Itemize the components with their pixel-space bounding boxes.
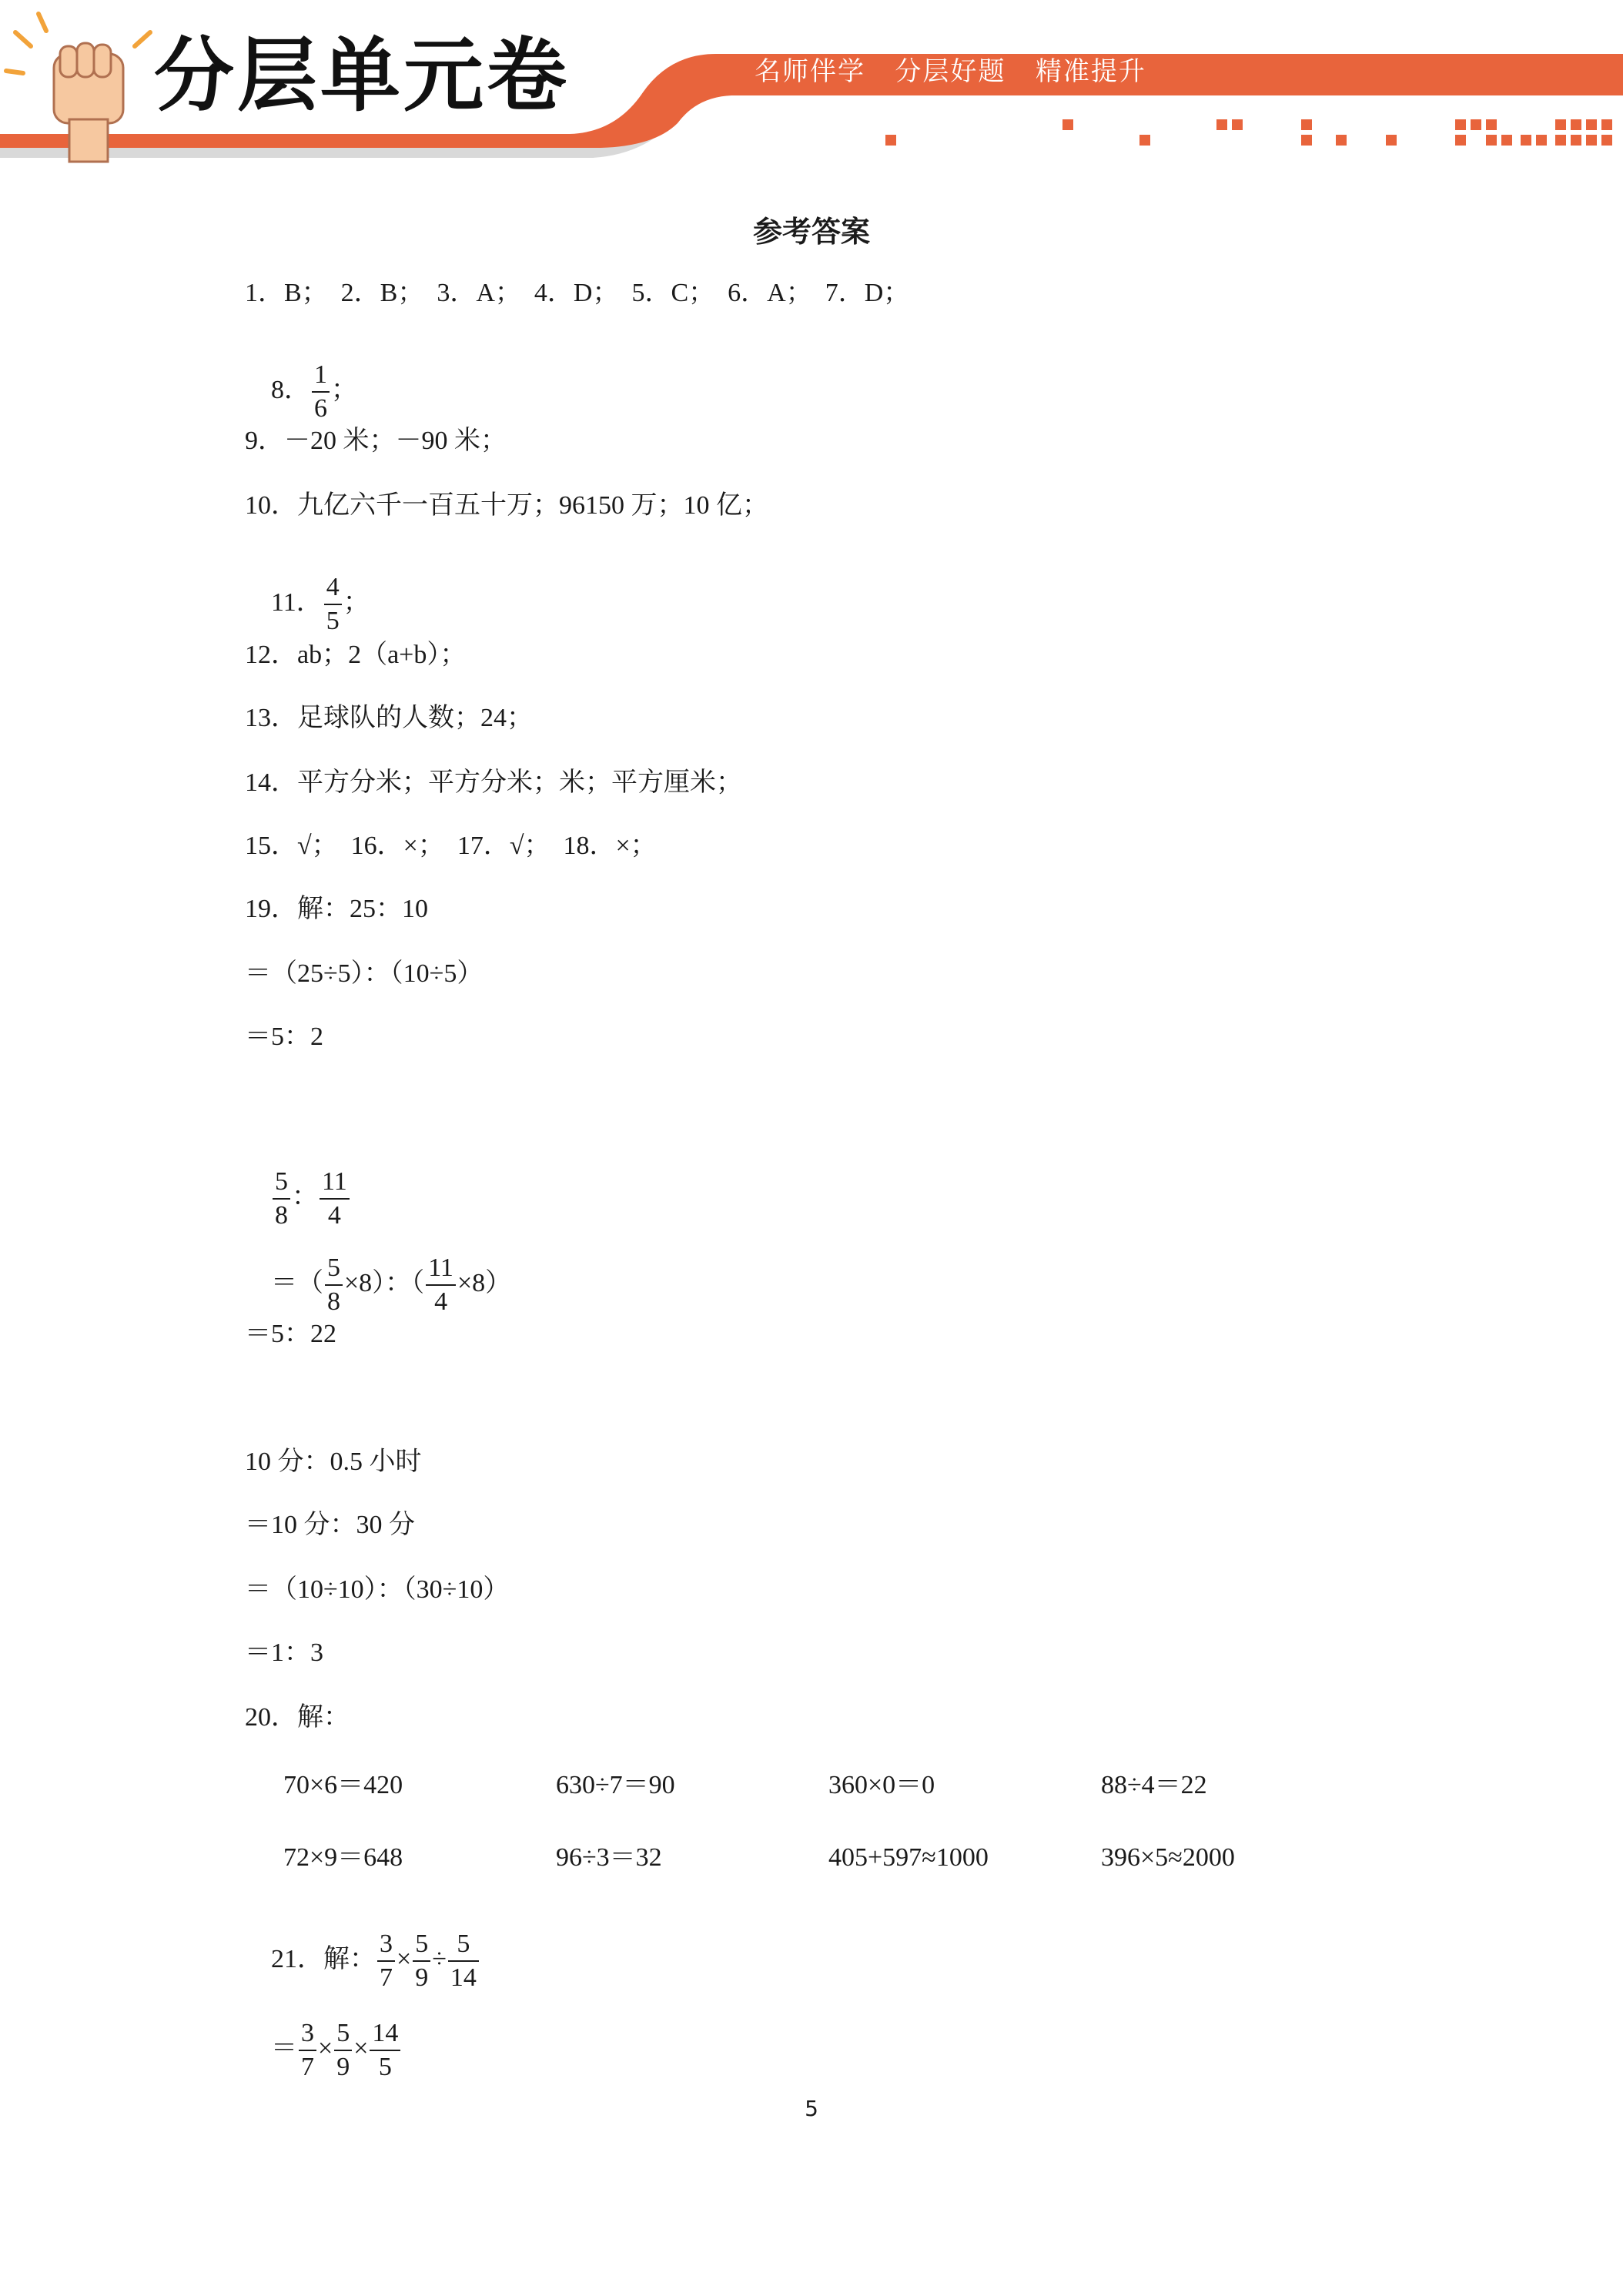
ratio-2-step2: ＝5：22 bbox=[245, 1320, 336, 1348]
answer-line-9: 9．－20 米；－90 米； bbox=[245, 427, 507, 455]
denominator: 4 bbox=[434, 1287, 448, 1316]
page-header bbox=[0, 0, 1623, 177]
step-text: ×8） bbox=[457, 1268, 512, 1297]
numerator: 1 bbox=[312, 362, 330, 393]
answer-line-14: 14．平方分米；平方分米；米；平方厘米； bbox=[245, 768, 742, 797]
answer-line-15: 15．√； 16．×； 17．√； 18．×； bbox=[245, 832, 657, 860]
ratio-colon: ： bbox=[292, 1182, 318, 1211]
decorative-squares bbox=[885, 119, 1612, 146]
numerator: 14 bbox=[370, 2020, 400, 2051]
numerator: 3 bbox=[299, 2020, 316, 2051]
fraction bbox=[273, 1169, 290, 1229]
denominator: 6 bbox=[314, 394, 327, 423]
fraction bbox=[448, 1931, 479, 1991]
calc-item: 72×9＝648 bbox=[283, 1843, 403, 1872]
fraction bbox=[325, 1255, 343, 1315]
fraction bbox=[334, 2020, 352, 2080]
step-text: 21．解： bbox=[271, 1944, 376, 1973]
calc-item: 70×6＝420 bbox=[283, 1771, 403, 1799]
denominator: 14 bbox=[450, 1963, 477, 1992]
ratio-3-step2: ＝（10÷10）：（30÷10） bbox=[245, 1575, 510, 1604]
step-text: ×8）：（ bbox=[344, 1268, 425, 1297]
ratio-3-line: 10 分：0.5 小时 bbox=[245, 1448, 422, 1476]
header-tagline: 名师伴学 分层好题 精准提升 bbox=[755, 56, 1146, 87]
answer-8-prefix: 8． bbox=[271, 375, 310, 404]
brand-title: 分层单元卷 bbox=[154, 28, 571, 122]
denominator: 8 bbox=[327, 1287, 340, 1316]
numerator: 5 bbox=[448, 1931, 479, 1962]
fraction bbox=[370, 2020, 400, 2080]
numerator: 4 bbox=[324, 574, 342, 605]
denominator: 8 bbox=[275, 1201, 288, 1230]
numerator: 3 bbox=[377, 1931, 395, 1962]
answer-line-21-step1 bbox=[245, 1994, 402, 2107]
fraction bbox=[299, 2020, 316, 2080]
numerator: 11 bbox=[320, 1169, 350, 1200]
calc-item: 405+597≈1000 bbox=[828, 1843, 989, 1872]
answer-line-10: 10．九亿六千一百五十万；96150 万；10 亿； bbox=[245, 491, 768, 520]
answer-line-19-step1: ＝（25÷5）：（10÷5） bbox=[245, 959, 484, 988]
page-number: 5 bbox=[805, 2096, 818, 2121]
answer-line-13: 13．足球队的人数；24； bbox=[245, 704, 533, 732]
operator: × bbox=[397, 1944, 412, 1973]
denominator: 7 bbox=[301, 2053, 314, 2081]
step-text: ＝（ bbox=[271, 1268, 323, 1297]
answer-8-suffix: ； bbox=[331, 375, 357, 404]
calc-item: 396×5≈2000 bbox=[1101, 1843, 1235, 1872]
fraction bbox=[413, 1931, 430, 1991]
numerator: 5 bbox=[334, 2020, 352, 2051]
fraction bbox=[377, 1931, 395, 1991]
page-title: 参考答案 bbox=[752, 215, 870, 249]
calc-item: 360×0＝0 bbox=[828, 1771, 935, 1799]
denominator: 4 bbox=[327, 1201, 341, 1230]
calc-item: 96÷3＝32 bbox=[556, 1843, 662, 1872]
operator: ÷ bbox=[432, 1944, 447, 1973]
answer-line-19: 19．解：25：10 bbox=[245, 895, 428, 923]
calc-item: 630÷7＝90 bbox=[556, 1771, 675, 1799]
denominator: 7 bbox=[380, 1963, 393, 1992]
ratio-3-step3: ＝1：3 bbox=[245, 1638, 323, 1667]
answer-line-1: 1．B； 2．B； 3．A； 4．D； 5．C； 6．A； 7．D； bbox=[245, 279, 910, 307]
fraction bbox=[426, 1255, 456, 1315]
ratio-3-step1: ＝10 分：30 分 bbox=[245, 1511, 415, 1539]
numerator: 5 bbox=[273, 1169, 290, 1200]
denominator: 9 bbox=[415, 1963, 429, 1992]
fraction bbox=[320, 1169, 350, 1229]
fraction bbox=[324, 574, 342, 634]
answer-line-12: 12．ab；2（a+b）； bbox=[245, 641, 467, 669]
denominator: 5 bbox=[378, 2053, 392, 2081]
answer-line-20: 20．解： bbox=[245, 1703, 350, 1732]
calc-item: 88÷4＝22 bbox=[1101, 1771, 1207, 1799]
denominator: 5 bbox=[326, 607, 340, 635]
denominator: 9 bbox=[336, 2053, 350, 2081]
answer-11-prefix: 11． bbox=[271, 587, 323, 617]
numerator: 5 bbox=[413, 1931, 430, 1962]
numerator: 5 bbox=[325, 1255, 343, 1286]
numerator: 11 bbox=[426, 1255, 456, 1286]
answer-11-suffix: ； bbox=[343, 587, 370, 617]
fraction bbox=[312, 362, 330, 422]
step-text: ＝ bbox=[271, 2033, 297, 2063]
operator: × bbox=[318, 2033, 333, 2063]
answer-line-19-step2: ＝5：2 bbox=[245, 1022, 323, 1051]
operator: × bbox=[353, 2033, 369, 2063]
